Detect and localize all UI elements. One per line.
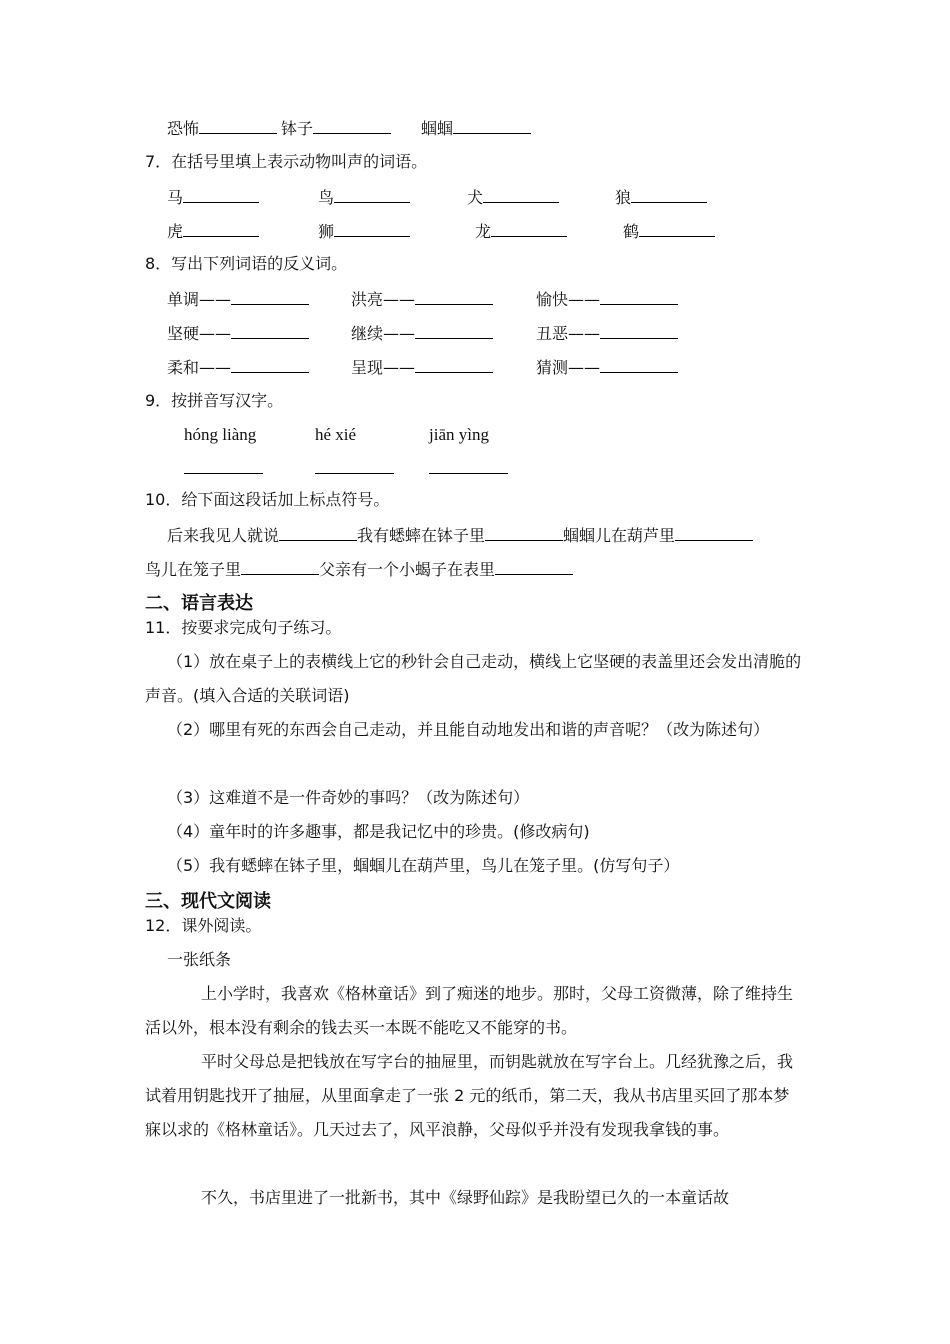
animal-item (318, 186, 410, 208)
answer-blank[interactable] (279, 524, 357, 541)
answer-blank[interactable] (631, 186, 707, 203)
answer-blank[interactable] (415, 356, 493, 373)
answer-blank[interactable] (313, 117, 391, 134)
antonym-item (351, 322, 493, 344)
antonym-item (351, 288, 493, 310)
q11-item-4: （4）童年时的许多趣事，都是我记忆中的珍贵。(修改病句) (167, 822, 590, 841)
antonym-item (167, 322, 309, 344)
word-row-0b (281, 117, 391, 139)
answer-blank[interactable] (415, 322, 493, 339)
animal-label: 虎 (167, 222, 184, 241)
answer-blank[interactable] (334, 220, 410, 237)
word-bozi: 钵子 (281, 119, 314, 138)
word-row-0c (421, 117, 531, 139)
antonym-item (536, 322, 678, 344)
pinyin-label: hóng liàng (184, 425, 257, 444)
antonym-label: 继续—— (351, 324, 416, 343)
question-8-title: 8．写出下列词语的反义词。 (145, 254, 348, 273)
answer-blank[interactable] (415, 288, 493, 305)
passage-text: 蝈蝈儿在葫芦里 (563, 526, 676, 545)
antonym-label: 愉快—— (536, 290, 601, 309)
antonym-item (536, 356, 678, 378)
animal-item (167, 186, 259, 208)
passage-text: 后来我见人就说 (167, 526, 280, 545)
antonym-label: 丑恶—— (536, 324, 601, 343)
animal-item (467, 186, 559, 208)
animal-item (615, 186, 707, 208)
antonym-label: 呈现—— (351, 358, 416, 377)
answer-blank[interactable] (495, 558, 573, 575)
passage-text: 父亲有一个小蝎子在表里 (319, 560, 496, 579)
antonym-label: 坚硬—— (167, 324, 232, 343)
word-guoguo: 蝈蝈 (421, 119, 454, 138)
animal-label: 狮 (318, 222, 335, 241)
answer-blank[interactable] (491, 220, 567, 237)
q11-item-2: （2）哪里有死的东西会自己走动，并且能自动地发出和谐的声音呢？（改为陈述句） (167, 720, 770, 739)
section-heading-3: 三、现代文阅读 (145, 891, 271, 912)
pinyin-label: jiān yìng (429, 425, 489, 444)
answer-blank[interactable] (231, 356, 309, 373)
antonym-label: 单调—— (167, 290, 232, 309)
punctuation-line-1 (167, 524, 753, 546)
animal-label: 鸟 (318, 188, 335, 207)
word-kongbu: 恐怖 (167, 119, 200, 138)
answer-blank[interactable] (315, 473, 394, 474)
q11-item-1: （1）放在桌子上的表横线上它的秒针会自己走动，横线上它坚硬的表盖里还会发出清脆的声音。(填入合适的关联词语) (145, 652, 802, 705)
animal-item (475, 220, 567, 242)
passage-text: 鸟儿在笼子里 (145, 560, 242, 579)
question-11-title: 11．按要求完成句子练习。 (145, 618, 342, 637)
animal-label: 鹤 (623, 222, 640, 241)
animal-item (318, 220, 410, 242)
punctuation-line-2 (145, 558, 573, 580)
antonym-label: 柔和—— (167, 358, 232, 377)
question-12-title: 12．课外阅读。 (145, 916, 262, 935)
answer-blank[interactable] (485, 524, 563, 541)
animal-label: 犬 (467, 188, 484, 207)
answer-blank[interactable] (184, 473, 263, 474)
story-paragraph-1: 上小学时，我喜欢《格林童话》到了痴迷的地步。那时，父母工资微薄，除了维持生活以外，根本没有剩余的钱去买一本既不能吃又不能穿的书。 (145, 984, 794, 1037)
answer-blank[interactable] (183, 220, 259, 237)
animal-label: 龙 (475, 222, 492, 241)
answer-blank[interactable] (453, 117, 531, 134)
antonym-item (536, 288, 678, 310)
passage-text: 我有蟋蟀在钵子里 (357, 526, 486, 545)
answer-blank[interactable] (231, 288, 309, 305)
answer-blank[interactable] (483, 186, 559, 203)
question-9-title: 9．按拼音写汉字。 (145, 391, 284, 410)
animal-label: 马 (167, 188, 184, 207)
animal-item (167, 220, 259, 242)
section-heading-2: 二、语言表达 (145, 593, 253, 614)
answer-blank[interactable] (334, 186, 410, 203)
animal-label: 狼 (615, 188, 632, 207)
answer-blank[interactable] (600, 288, 678, 305)
animal-item (623, 220, 715, 242)
question-7-title: 7．在括号里填上表示动物叫声的词语。 (145, 152, 428, 171)
antonym-label: 猜测—— (536, 358, 601, 377)
answer-blank[interactable] (675, 524, 753, 541)
antonym-item (167, 356, 309, 378)
pinyin-label: hé xié (315, 425, 357, 444)
answer-blank[interactable] (183, 186, 259, 203)
answer-blank[interactable] (600, 356, 678, 373)
q11-item-5: （5）我有蟋蟀在钵子里，蝈蝈儿在葫芦里，鸟儿在笼子里。(仿写句子） (167, 856, 680, 875)
question-10-title: 10．给下面这段话加上标点符号。 (145, 490, 390, 509)
answer-blank[interactable] (639, 220, 715, 237)
antonym-label: 洪亮—— (351, 290, 416, 309)
answer-blank[interactable] (429, 473, 508, 474)
answer-blank[interactable] (199, 117, 277, 134)
story-paragraph-3: 不久，书店里进了一批新书，其中《绿野仙踪》是我盼望已久的一本童话故 (201, 1188, 730, 1207)
answer-blank[interactable] (241, 558, 319, 575)
word-row-0 (167, 117, 277, 139)
q11-item-3: （3）这难道不是一件奇妙的事吗？（改为陈述句） (167, 788, 530, 807)
antonym-item (351, 356, 493, 378)
story-title: 一张纸条 (167, 950, 232, 969)
antonym-item (167, 288, 309, 310)
story-paragraph-2: 平时父母总是把钱放在写字台的抽屉里，而钥匙就放在写字台上。几经犹豫之后，我试着用钥匙找开了抽屉，从里面拿走了一张 2 元的纸币，第二天，我从书店里买回了那本梦寐以求的《格林童话》。几天过去了，风平浪静，父母似乎并没有发现我拿钱的事。 (145, 1052, 794, 1139)
answer-blank[interactable] (231, 322, 309, 339)
answer-blank[interactable] (600, 322, 678, 339)
